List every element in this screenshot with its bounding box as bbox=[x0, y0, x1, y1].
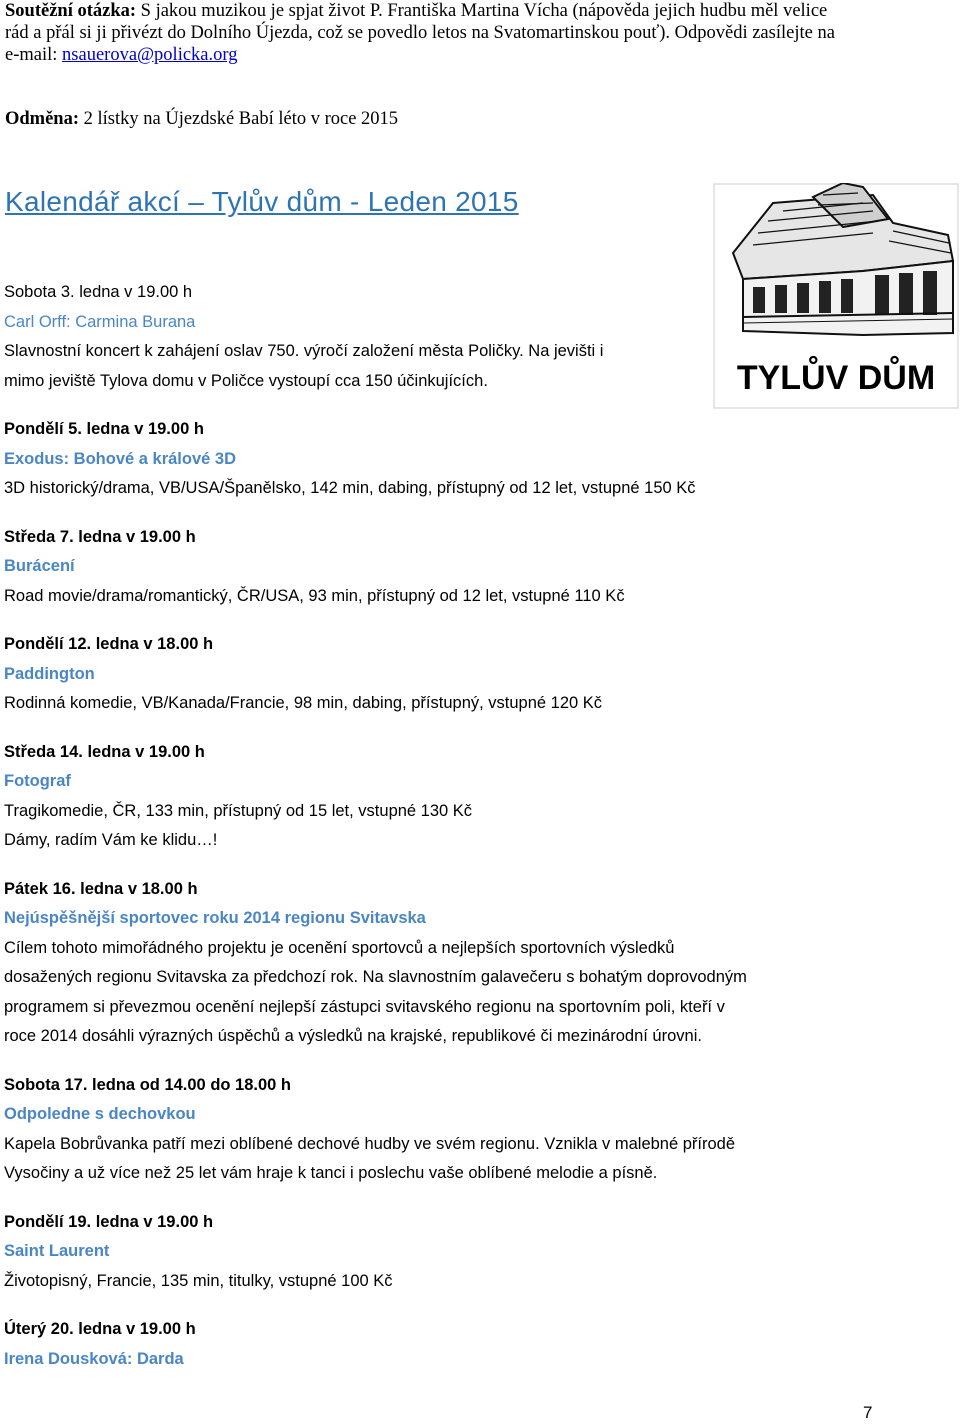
event-description: dosažených regionu Svitavska za předchozí rok. Na slavnostním galavečeru s bohatým doprovodným bbox=[4, 968, 747, 986]
event-date: Úterý 20. ledna v 19.00 h bbox=[4, 1320, 196, 1338]
event-description: Kapela Bobrůvanka patří mezi oblíbené dechové hudby ve svém regionu. Vznikla v malebné přírodě bbox=[4, 1134, 736, 1153]
event-item bbox=[4, 278, 949, 396]
event-item bbox=[4, 1208, 949, 1297]
event-description: Slavnostní koncert k zahájení oslav 750. výročí založení města Poličky. Na jevišti i bbox=[4, 342, 604, 360]
event-description: Cílem tohoto mimořádného projektu je ocenění sportovců a nejlepších sportovních výsledků bbox=[4, 938, 675, 957]
calendar-title: Kalendář akcí – Tylův dům - Leden 2015 bbox=[5, 186, 519, 217]
event-description: mimo jeviště Tylova domu v Poličce vystoupí cca 150 účinkujících. bbox=[4, 371, 488, 390]
contest-label: Soutěžní otázka: bbox=[5, 1, 137, 21]
email-link[interactable]: nsauerova@policka.org bbox=[62, 45, 238, 65]
event-item bbox=[4, 738, 949, 856]
event-description: programem si převezmou ocenění nejlepší zástupci svitavského regionu na sportovním poli, kteří v bbox=[4, 997, 725, 1016]
event-title: Odpoledne s dechovkou bbox=[4, 1105, 196, 1123]
event-item bbox=[4, 415, 949, 504]
event-title: Nejúspěšnější sportovec roku 2014 regionu Svitavska bbox=[4, 909, 426, 927]
event-description: Tragikomedie, ČR, 133 min, přístupný od 15 let, vstupné 130 Kč bbox=[4, 801, 473, 820]
reward-label: Odměna: bbox=[5, 109, 79, 129]
event-item bbox=[4, 1071, 949, 1189]
reward bbox=[5, 108, 398, 130]
contest-intro bbox=[5, 0, 955, 66]
event-date: Sobota 3. ledna v 19.00 h bbox=[4, 283, 193, 301]
contest-line-3 bbox=[5, 44, 955, 66]
event-title: Irena Dousková: Darda bbox=[4, 1349, 184, 1368]
event-description: Rodinná komedie, VB/Kanada/Francie, 98 min, dabing, přístupný, vstupné 120 Kč bbox=[4, 694, 603, 712]
event-description: Vysočiny a už více než 25 let vám hraje k tanci i poslechu vaše oblíbené melodie a písně. bbox=[4, 1164, 658, 1182]
event-description: Road movie/drama/romantický, ČR/USA, 93 min, přístupný od 12 let, vstupné 110 Kč bbox=[4, 586, 625, 605]
event-description: roce 2014 dosáhli výrazných úspěchů a výsledků na krajské, republikové či mezinárodní úrovni. bbox=[4, 1027, 702, 1045]
contest-line-1: S jakou muzikou je spjat život P. Františka Martina Vícha (nápověda jejich hudbu měl velice bbox=[136, 1, 828, 21]
event-date: Sobota 17. ledna od 14.00 do 18.00 h bbox=[4, 1075, 292, 1094]
event-item bbox=[4, 630, 949, 719]
event-list bbox=[4, 278, 949, 1393]
event-description: Dámy, radím Vám ke klidu…! bbox=[4, 831, 218, 849]
email-prefix: e-mail: bbox=[5, 45, 63, 65]
event-title: Paddington bbox=[4, 664, 95, 683]
event-title: Carl Orff: Carmina Burana bbox=[4, 312, 196, 331]
page-number: 7 bbox=[863, 1403, 873, 1422]
event-date: Pondělí 19. ledna v 19.00 h bbox=[4, 1212, 214, 1231]
event-title: Exodus: Bohové a králové 3D bbox=[4, 449, 236, 468]
reward-text: 2 lístky na Újezdské Babí léto v roce 2015 bbox=[79, 109, 399, 129]
event-date: Pondělí 5. ledna v 19.00 h bbox=[4, 420, 204, 438]
event-date: Pondělí 12. ledna v 18.00 h bbox=[4, 635, 214, 653]
event-title: Fotograf bbox=[4, 772, 71, 790]
event-description: 3D historický/drama, VB/USA/Španělsko, 142 min, dabing, přístupný od 12 let, vstupné 150 Kč bbox=[4, 479, 696, 497]
logo-text: TYLŮV DŮM bbox=[736, 359, 936, 397]
event-description: Životopisný, Francie, 135 min, titulky, vstupné 100 Kč bbox=[4, 1271, 393, 1290]
event-item bbox=[4, 523, 949, 612]
contest-question bbox=[5, 0, 955, 22]
event-title: Saint Laurent bbox=[4, 1242, 110, 1260]
contest-line-2: rád a přál si ji přivézt do Dolního Újezda, což se povedlo letos na Svatomartinskou pouť). Odpovědi zasílejte na bbox=[5, 23, 835, 43]
event-item bbox=[4, 1315, 949, 1374]
event-title: Burácení bbox=[4, 557, 75, 575]
event-date: Pátek 16. ledna v 18.00 h bbox=[4, 879, 198, 898]
event-date: Středa 7. ledna v 19.00 h bbox=[4, 527, 196, 546]
event-date: Středa 14. ledna v 19.00 h bbox=[4, 742, 205, 761]
event-item bbox=[4, 875, 949, 1052]
